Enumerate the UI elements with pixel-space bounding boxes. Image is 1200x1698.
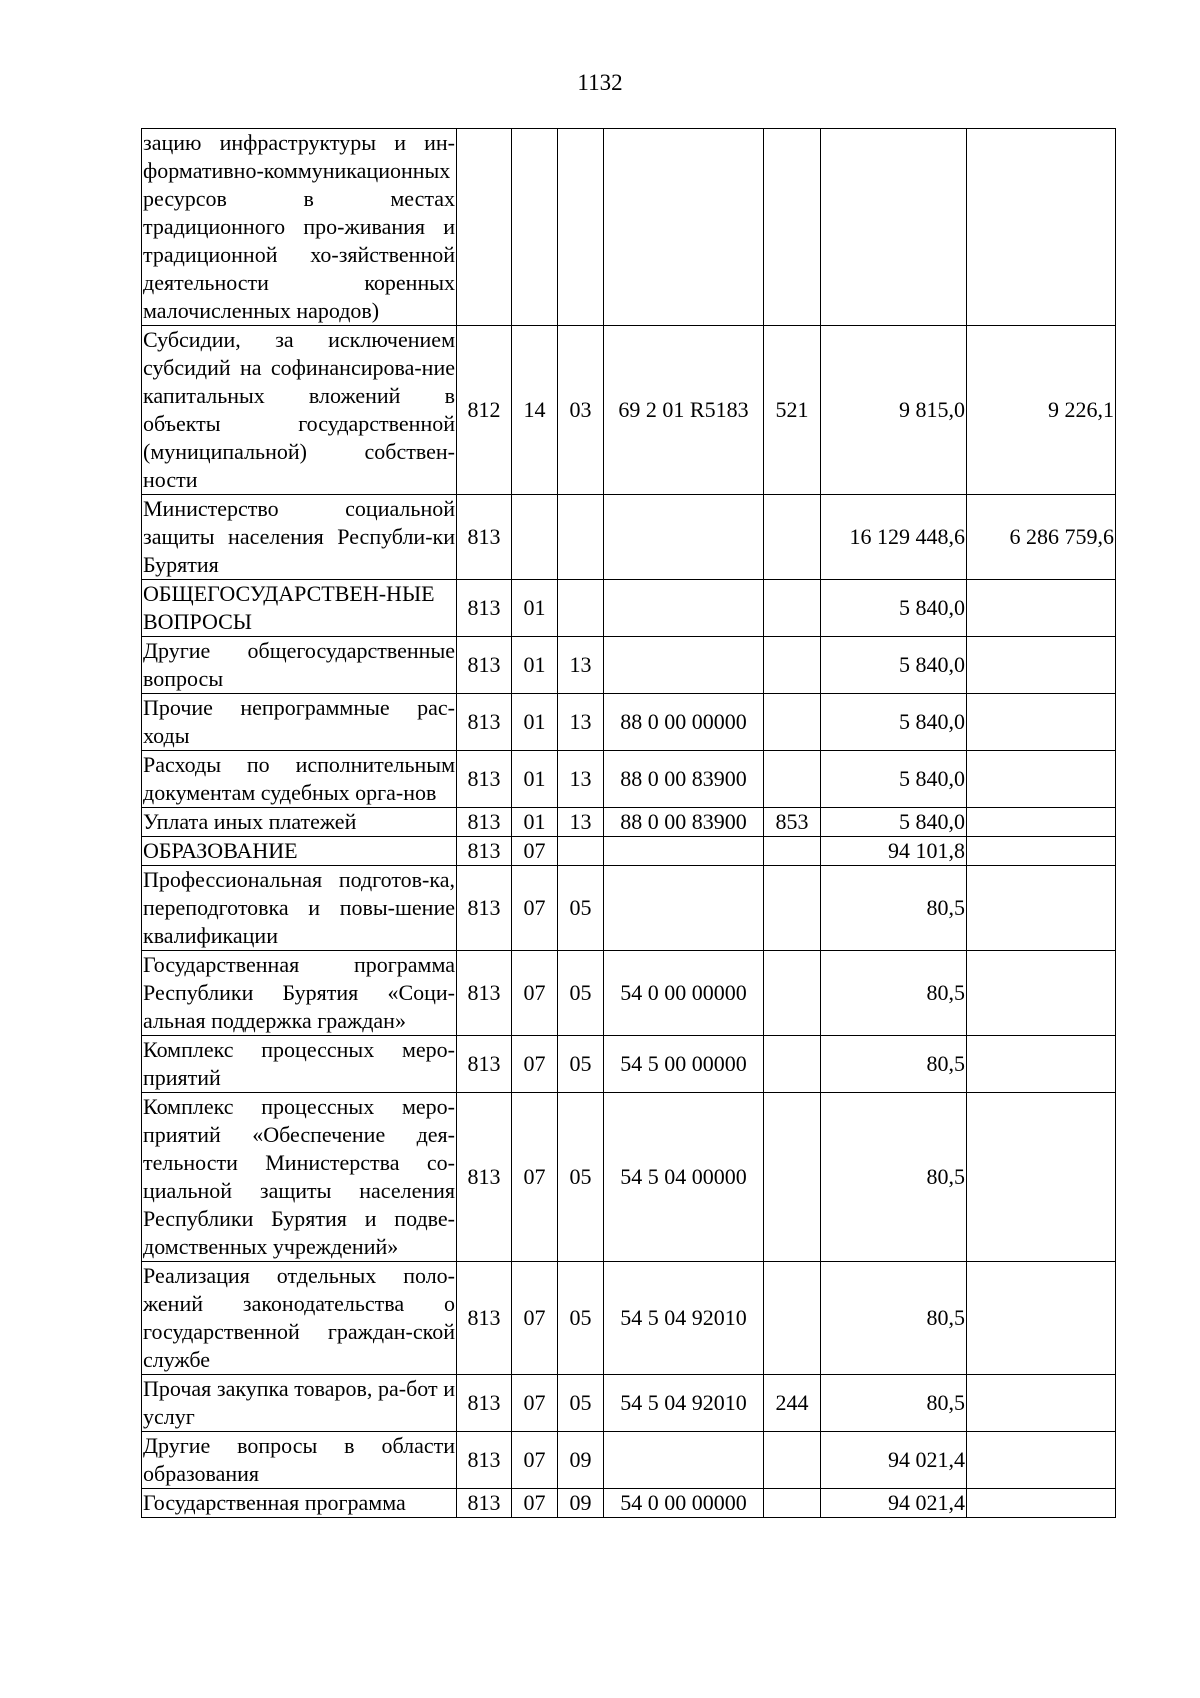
table-row [142,951,1116,1036]
table-row [142,1375,1116,1432]
section-code-cell: 07 [512,1489,558,1518]
expense-type-cell [764,837,821,866]
target-article-cell [604,129,764,326]
ministry-code-cell: 813 [457,808,512,837]
section-code-cell: 07 [512,1093,558,1262]
expense-type-cell [764,1036,821,1093]
target-article-cell: 54 0 00 00000 [604,1489,764,1518]
section-code-cell: 07 [512,1036,558,1093]
expense-type-cell [764,751,821,808]
section-code-cell [512,129,558,326]
expense-type-cell: 244 [764,1375,821,1432]
budget-table [141,128,1116,1518]
amount-2-cell [967,637,1116,694]
amount-cell: 94 101,8 [821,837,967,866]
section-code-cell: 07 [512,866,558,951]
target-article-cell: 54 0 00 00000 [604,951,764,1036]
row-name-cell: ОБЩЕГОСУДАРСТВЕН-НЫЕ ВОПРОСЫ [142,580,457,637]
target-article-cell [604,495,764,580]
amount-cell: 9 815,0 [821,326,967,495]
ministry-code-cell [457,129,512,326]
amount-2-cell [967,951,1116,1036]
subsection-code-cell: 13 [558,751,604,808]
amount-2-cell [967,580,1116,637]
target-article-cell [604,1432,764,1489]
row-name-cell: Реализация отдельных поло-жений законодательства о государственной граждан-ской службе [142,1262,457,1375]
ministry-code-cell: 813 [457,1432,512,1489]
row-name-cell: зацию инфраструктуры и ин-формативно-коммуникационных ресурсов в местах традиционного про-живания и традиционной хо-зяйственной деятельности коренных малочисленных народов) [142,129,457,326]
ministry-code-cell: 813 [457,1375,512,1432]
row-name-cell: Комплекс процессных меро-приятий «Обеспечение дея-тельности Министерства со-циальной защиты населения Республики Бурятия и подве-домственных учреждений» [142,1093,457,1262]
row-name-cell: Другие общегосударственные вопросы [142,637,457,694]
subsection-code-cell: 13 [558,637,604,694]
amount-cell: 16 129 448,6 [821,495,967,580]
amount-2-cell [967,837,1116,866]
amount-2-cell: 6 286 759,6 [967,495,1116,580]
row-name-cell: Комплекс процессных меро-приятий [142,1036,457,1093]
row-name-cell: ОБРАЗОВАНИЕ [142,837,457,866]
expense-type-cell [764,495,821,580]
table-row [142,1262,1116,1375]
expense-type-cell [764,866,821,951]
subsection-code-cell: 09 [558,1432,604,1489]
expense-type-cell [764,580,821,637]
table-row [142,751,1116,808]
table-row [142,1432,1116,1489]
target-article-cell: 69 2 01 R5183 [604,326,764,495]
amount-cell: 80,5 [821,1375,967,1432]
target-article-cell [604,637,764,694]
expense-type-cell: 853 [764,808,821,837]
page-number: 1132 [577,70,623,95]
expense-type-cell: 521 [764,326,821,495]
table-row [142,837,1116,866]
row-name-cell: Субсидии, за исключением субсидий на софинансирова-ние капитальных вложений в объекты государственной (муниципальной) собствен-ности [142,326,457,495]
ministry-code-cell: 813 [457,495,512,580]
target-article-cell [604,866,764,951]
amount-2-cell [967,1432,1116,1489]
section-code-cell: 01 [512,637,558,694]
ministry-code-cell: 813 [457,837,512,866]
target-article-cell: 54 5 04 00000 [604,1093,764,1262]
amount-cell: 5 840,0 [821,808,967,837]
amount-2-cell [967,1262,1116,1375]
section-code-cell: 01 [512,694,558,751]
subsection-code-cell [558,495,604,580]
ministry-code-cell: 812 [457,326,512,495]
section-code-cell: 07 [512,1375,558,1432]
amount-cell: 80,5 [821,1093,967,1262]
row-name-cell: Прочая закупка товаров, ра-бот и услуг [142,1375,457,1432]
subsection-code-cell: 05 [558,866,604,951]
ministry-code-cell: 813 [457,751,512,808]
table-row [142,637,1116,694]
table-row [142,1093,1116,1262]
subsection-code-cell: 05 [558,1375,604,1432]
amount-2-cell [967,866,1116,951]
expense-type-cell [764,694,821,751]
section-code-cell [512,495,558,580]
table-row [142,495,1116,580]
section-code-cell: 14 [512,326,558,495]
subsection-code-cell: 13 [558,808,604,837]
amount-2-cell [967,1036,1116,1093]
amount-cell: 5 840,0 [821,580,967,637]
table-row [142,808,1116,837]
amount-2-cell [967,1489,1116,1518]
section-code-cell: 07 [512,837,558,866]
subsection-code-cell: 05 [558,951,604,1036]
amount-cell: 80,5 [821,1036,967,1093]
target-article-cell: 54 5 04 92010 [604,1375,764,1432]
amount-2-cell [967,1093,1116,1262]
target-article-cell [604,580,764,637]
table-row [142,580,1116,637]
row-name-cell: Государственная программа [142,1489,457,1518]
table-row [142,866,1116,951]
target-article-cell: 88 0 00 83900 [604,808,764,837]
row-name-cell: Другие вопросы в области образования [142,1432,457,1489]
amount-cell: 5 840,0 [821,637,967,694]
amount-cell: 80,5 [821,951,967,1036]
target-article-cell: 88 0 00 83900 [604,751,764,808]
ministry-code-cell: 813 [457,694,512,751]
expense-type-cell [764,1093,821,1262]
amount-2-cell [967,1375,1116,1432]
amount-2-cell [967,808,1116,837]
amount-cell: 80,5 [821,866,967,951]
section-code-cell: 01 [512,751,558,808]
amount-2-cell [967,129,1116,326]
amount-cell: 80,5 [821,1262,967,1375]
expense-type-cell [764,1489,821,1518]
subsection-code-cell: 05 [558,1093,604,1262]
table-row [142,694,1116,751]
amount-cell: 94 021,4 [821,1489,967,1518]
expense-type-cell [764,637,821,694]
expense-type-cell [764,129,821,326]
row-name-cell: Уплата иных платежей [142,808,457,837]
row-name-cell: Профессиональная подготов-ка, переподготовка и повы-шение квалификации [142,866,457,951]
ministry-code-cell: 813 [457,637,512,694]
amount-cell: 5 840,0 [821,751,967,808]
table-row [142,326,1116,495]
expense-type-cell [764,1432,821,1489]
target-article-cell [604,837,764,866]
row-name-cell: Расходы по исполнительным документам судебных орга-нов [142,751,457,808]
row-name-cell: Прочие непрограммные рас-ходы [142,694,457,751]
target-article-cell: 88 0 00 00000 [604,694,764,751]
target-article-cell: 54 5 04 92010 [604,1262,764,1375]
section-code-cell: 01 [512,580,558,637]
section-code-cell: 07 [512,1432,558,1489]
amount-2-cell [967,751,1116,808]
section-code-cell: 07 [512,1262,558,1375]
target-article-cell: 54 5 00 00000 [604,1036,764,1093]
amount-cell: 5 840,0 [821,694,967,751]
amount-cell: 94 021,4 [821,1432,967,1489]
subsection-code-cell [558,580,604,637]
subsection-code-cell: 13 [558,694,604,751]
amount-cell [821,129,967,326]
ministry-code-cell: 813 [457,1093,512,1262]
section-code-cell: 01 [512,808,558,837]
table-row [142,1489,1116,1518]
expense-type-cell [764,951,821,1036]
ministry-code-cell: 813 [457,866,512,951]
subsection-code-cell: 05 [558,1036,604,1093]
ministry-code-cell: 813 [457,951,512,1036]
ministry-code-cell: 813 [457,1036,512,1093]
ministry-code-cell: 813 [457,1262,512,1375]
ministry-code-cell: 813 [457,580,512,637]
row-name-cell: Министерство социальной защиты населения Республи-ки Бурятия [142,495,457,580]
subsection-code-cell: 03 [558,326,604,495]
amount-2-cell [967,694,1116,751]
subsection-code-cell: 09 [558,1489,604,1518]
expense-type-cell [764,1262,821,1375]
section-code-cell: 07 [512,951,558,1036]
table-row [142,129,1116,326]
ministry-code-cell: 813 [457,1489,512,1518]
subsection-code-cell [558,129,604,326]
subsection-code-cell: 05 [558,1262,604,1375]
amount-2-cell: 9 226,1 [967,326,1116,495]
subsection-code-cell [558,837,604,866]
table-row [142,1036,1116,1093]
row-name-cell: Государственная программа Республики Бурятия «Соци-альная поддержка граждан» [142,951,457,1036]
